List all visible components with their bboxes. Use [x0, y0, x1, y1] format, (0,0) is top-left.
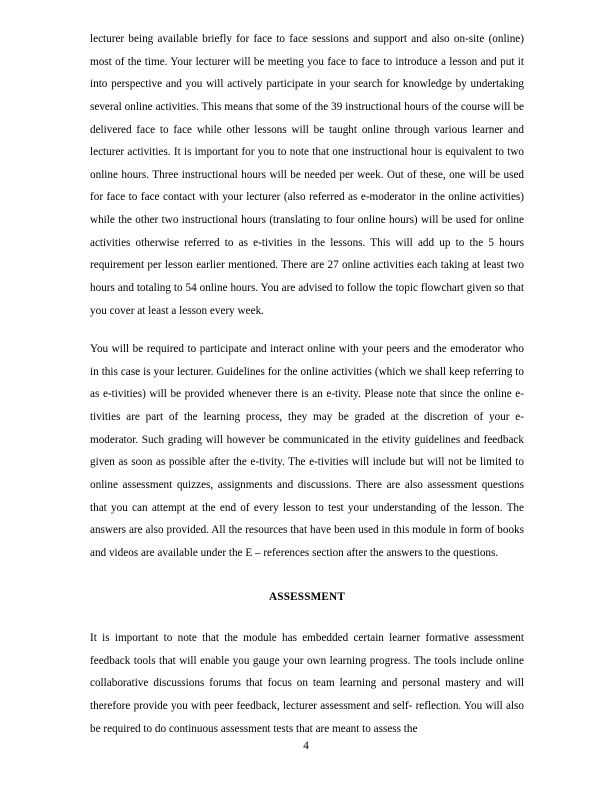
section-heading-assessment: ASSESSMENT — [269, 591, 345, 604]
body-paragraph-2: You will be required to participate and interact online with your peers and the emoderator who in this case is your lecturer. Guidelines for the online activities (which we shall keep referring to as e-tivities) will be provided whenever there is an e-tivity. Please note that since the online e-tivities are part of the learning process, they may be graded at the discretion of your e-moderator. Such grading will however be communicated in the etivity guidelines and feedback given as soon as possible after the e-tivity. The e-tivities will include but will not be limited to online assessment quizzes, assignments and discussions. There are also assessment questions that you can attempt at the end of every lesson to test your understanding of the lesson. The answers are also provided. All the resources that have been used in this module in form of books and videos are available under the E – references section after the answers to the questions. — [90, 343, 524, 559]
body-paragraph-1: lecturer being available briefly for face to face sessions and support and also on-site (online) most of the time. Your lecturer will be meeting you face to face to introduce a lesson and put it into perspective and you will actively participate in your search for knowledge by undertaking several online activities. This means that some of the 39 instructional hours of the course will be delivered face to face while other lessons will be taught online through various learner and lecturer activities. It is important for you to note that one instructional hour is equivalent to two online hours. Three instructional hours will be needed per week. Out of these, one will be used for face to face contact with your lecturer (also referred as e-moderator in the online activities) while the other two instructional hours (translating to four online hours) will be used for online activities otherwise referred to as e-tivities in the lessons. This will add up to the 5 hours requirement per lesson earlier mentioned. There are 27 online activities each taking at least two hours and totaling to 54 online hours. You are advised to follow the topic flowchart given so that you cover at least a lesson every week. — [90, 33, 524, 317]
page-number: 4 — [303, 740, 309, 752]
body-paragraph-3: It is important to note that the module has embedded certain learner formative assessment feedback tools that will enable you gauge your own learning progress. The tools include online collaborative discussions forums that focus on team learning and personal mastery and will therefore provide you with peer feedback, lecturer assessment and self- reflection. You will also be required to do continuous assessment tests that are meant to assess the — [90, 632, 524, 735]
